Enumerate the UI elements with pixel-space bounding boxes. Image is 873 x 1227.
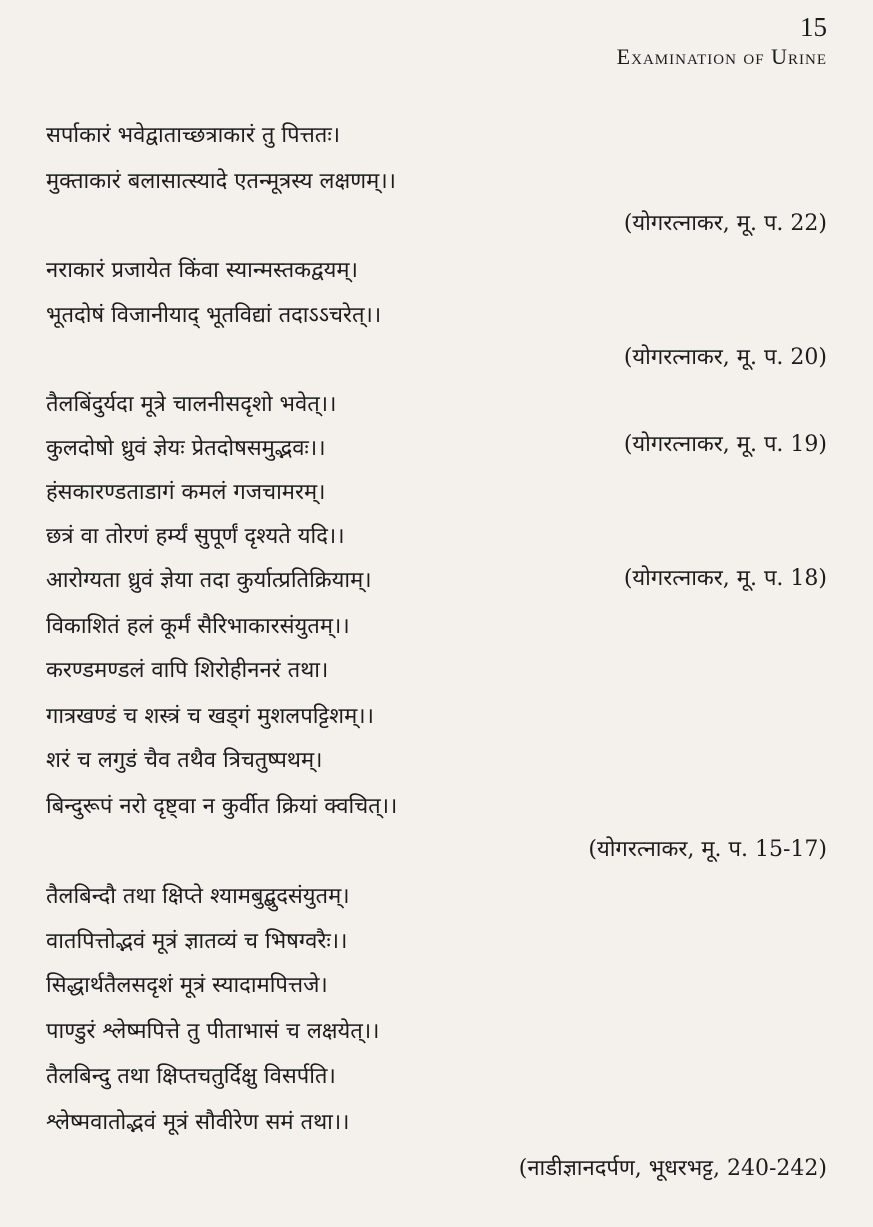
verse-line: कुलदोषो ध्रुवं ज्ञेयः प्रेतदोषसमुद्भवः।। [46, 436, 326, 461]
verse-line: सर्पाकारं भवेद्वाताच्छत्राकारं तु पित्ततः। [46, 123, 341, 148]
verse-line: भूतदोषं विजानीयाद् भूतविद्यां तदाऽऽचरेत्।। [46, 303, 382, 328]
verse-line: सिद्धार्थतैलसदृशं मूत्रं स्यादामपित्तजे। [46, 973, 328, 998]
verse-line: गात्रखण्डं च शस्त्रं च खड्गं मुशलपट्टिशम्।। [46, 704, 374, 729]
citation: (योगरत्नाकर, मू. प. 19) [623, 432, 827, 457]
verse-line: तैलबिंदुर्यदा मूत्रे चालनीसदृशो भवेत्।। [46, 392, 337, 417]
verse-line: आरोग्यता ध्रुवं ज्ञेया तदा कुर्यात्प्रतिक्रियाम्। [46, 568, 372, 593]
verse-line: पाण्डुरं श्लेष्मपित्ते तु पीताभासं च लक्षयेत्।। [46, 1019, 380, 1044]
verse-line: तैलबिन्दु तथा क्षिप्तचतुर्दिक्षु विसर्पति। [46, 1064, 336, 1089]
page-header [617, 10, 827, 70]
verse-line: शरं च लगुडं चैव तथैव त्रिचतुष्पथम्। [46, 748, 323, 773]
running-title: Examination of Urine [616, 44, 827, 69]
verse-line: वातपित्तोद्भवं मूत्रं ज्ञातव्यं च भिषग्वरैः।। [46, 929, 348, 954]
verse-line: करण्डमण्डलं वापि शिरोहीननरं तथा। [46, 658, 329, 683]
verse-line: मुक्ताकारं बलासात्स्यादे एतन्मूत्रस्य लक्षणम्।। [46, 169, 396, 194]
citation: (नाडीज्ञानदर्पण, भूधरभट्ट, 240-242) [518, 1156, 827, 1181]
verse-line: नराकारं प्रजायेत किंवा स्यान्मस्तकद्वयम्। [46, 258, 358, 283]
verse-line: हंसकारण्डताडागं कमलं गजचामरम्। [46, 480, 326, 505]
page-number: 15 [800, 12, 827, 42]
verse-line: बिन्दुरूपं नरो दृष्ट्वा न कुर्वीत क्रियां क्वचित्।। [46, 794, 398, 819]
citation: (योगरत्नाकर, मू. प. 15-17) [588, 837, 827, 862]
citation: (योगरत्नाकर, मू. प. 18) [623, 566, 827, 591]
verse-line: तैलबिन्दौ तथा क्षिप्ते श्यामबुद्बुदसंयुतम्। [46, 884, 350, 909]
citation: (योगरत्नाकर, मू. प. 22) [623, 211, 827, 236]
verse-line: श्लेष्मवातोद्भवं मूत्रं सौवीरेण समं तथा।। [46, 1110, 350, 1135]
verse-line: छत्रं वा तोरणं हर्म्यं सुपूर्णं दृश्यते यदि।। [46, 524, 345, 549]
verse-line: विकाशितं हलं कूर्मं सैरिभाकारसंयुतम्।। [46, 614, 350, 639]
citation: (योगरत्नाकर, मू. प. 20) [623, 345, 827, 370]
